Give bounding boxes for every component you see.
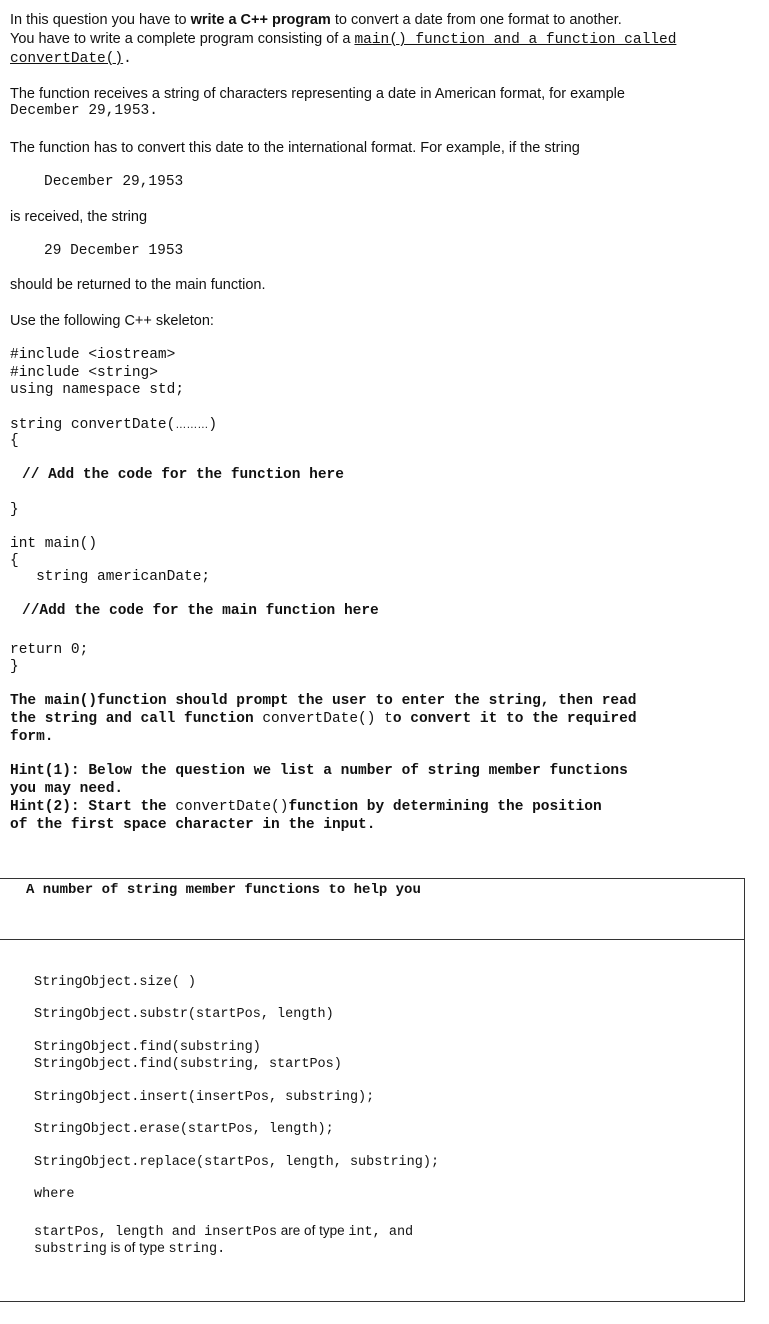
intro-paragraph-2: The function receives a string of characters representing a date in American format, for example bbox=[10, 86, 625, 102]
code-declaration: string americanDate; bbox=[10, 569, 211, 585]
intro-text: In this question you have to bbox=[10, 12, 191, 28]
note-code: startPos, length and insertPos bbox=[34, 1225, 278, 1240]
instruction-line-1: The main()function should prompt the user to enter the string, then read bbox=[10, 693, 637, 709]
main-function-text: main() function and a function called bbox=[354, 32, 677, 48]
string-functions-box-header bbox=[0, 879, 744, 940]
function-substr: StringObject.substr(startPos, length) bbox=[34, 1007, 334, 1022]
hint-1-line-1: Hint(1): Below the question we list a number of string member functions bbox=[10, 763, 628, 779]
signature-close: ) bbox=[208, 417, 218, 433]
note-code: , and bbox=[372, 1225, 414, 1240]
intro-paragraph-3: The function has to convert this date to the international format. For example, if the string bbox=[10, 140, 580, 156]
note-text: are of type bbox=[277, 1223, 349, 1238]
convertdate-reference: convertDate() bbox=[175, 799, 289, 815]
intro-emphasis: write a C++ program bbox=[190, 12, 331, 28]
code-return: return 0; bbox=[10, 642, 89, 658]
intro-text: to convert a date from one format to another. bbox=[330, 12, 622, 28]
code-function-signature bbox=[10, 416, 217, 435]
intro-text: You have to write a complete program consisting of a bbox=[10, 31, 355, 47]
instruction-text: o convert it to the required bbox=[392, 711, 637, 727]
hint-text: Hint(2): Start the bbox=[10, 799, 176, 815]
code-close-brace: } bbox=[10, 502, 19, 518]
main-function-reference bbox=[354, 31, 676, 47]
intro-paragraph-1 bbox=[10, 11, 622, 30]
convertdate-reference: convertDate() bbox=[262, 711, 376, 727]
function-find-2: StringObject.find(substring, startPos) bbox=[34, 1057, 342, 1072]
note-text: is of type bbox=[106, 1240, 169, 1255]
intro-paragraph-1-line3 bbox=[10, 51, 132, 68]
code-using-namespace: using namespace std; bbox=[10, 382, 185, 398]
instruction-line-3: form. bbox=[10, 729, 54, 745]
hint-2-line-2: of the first space character in the input. bbox=[10, 817, 376, 833]
note-code: . bbox=[217, 1242, 226, 1257]
american-date-example: December 29,1953 bbox=[44, 174, 184, 190]
american-date-example-inline: December 29,1953. bbox=[10, 103, 158, 119]
hint-text: function by determining the position bbox=[288, 799, 602, 815]
hint-2-line-1 bbox=[10, 798, 602, 816]
intro-paragraph-1-line2 bbox=[10, 30, 676, 49]
where-label: where bbox=[34, 1187, 75, 1202]
note-code: string bbox=[168, 1242, 218, 1257]
instruction-text: t bbox=[375, 711, 393, 727]
string-functions-box-title: A number of string member functions to help you bbox=[26, 882, 421, 898]
code-main-signature: int main() bbox=[10, 536, 98, 552]
code-include-iostream: #include <iostream> bbox=[10, 347, 176, 363]
signature-text: string convertDate( bbox=[10, 417, 176, 433]
convertdate-reference: convertDate() bbox=[10, 51, 124, 67]
instruction-text: the string and call function bbox=[10, 711, 263, 727]
type-note-line-2 bbox=[34, 1239, 225, 1258]
function-find-1: StringObject.find(substring) bbox=[34, 1040, 261, 1055]
instruction-line-2 bbox=[10, 710, 637, 728]
function-insert: StringObject.insert(insertPos, substring); bbox=[34, 1090, 375, 1105]
code-open-brace: { bbox=[10, 433, 19, 449]
note-code: substring bbox=[34, 1242, 107, 1257]
intro-paragraph-5: should be returned to the main function. bbox=[10, 277, 266, 293]
hint-1-line-2: you may need. bbox=[10, 781, 124, 797]
code-open-brace: { bbox=[10, 553, 19, 569]
code-include-string: #include <string> bbox=[10, 365, 158, 381]
code-close-brace: } bbox=[10, 659, 19, 675]
code-comment-function: // Add the code for the function here bbox=[22, 467, 344, 483]
function-erase: StringObject.erase(startPos, length); bbox=[34, 1122, 334, 1137]
period: . bbox=[123, 51, 132, 67]
signature-placeholder: ……… bbox=[175, 419, 209, 431]
intro-paragraph-4: is received, the string bbox=[10, 209, 148, 225]
string-functions-box bbox=[0, 878, 745, 1302]
function-size: StringObject.size( ) bbox=[34, 975, 197, 990]
intro-paragraph-6: Use the following C++ skeleton: bbox=[10, 313, 214, 329]
international-date-example: 29 December 1953 bbox=[44, 243, 184, 259]
code-comment-main: //Add the code for the main function here bbox=[22, 603, 379, 619]
note-code: int bbox=[348, 1225, 373, 1240]
function-replace: StringObject.replace(startPos, length, substring); bbox=[34, 1155, 440, 1170]
